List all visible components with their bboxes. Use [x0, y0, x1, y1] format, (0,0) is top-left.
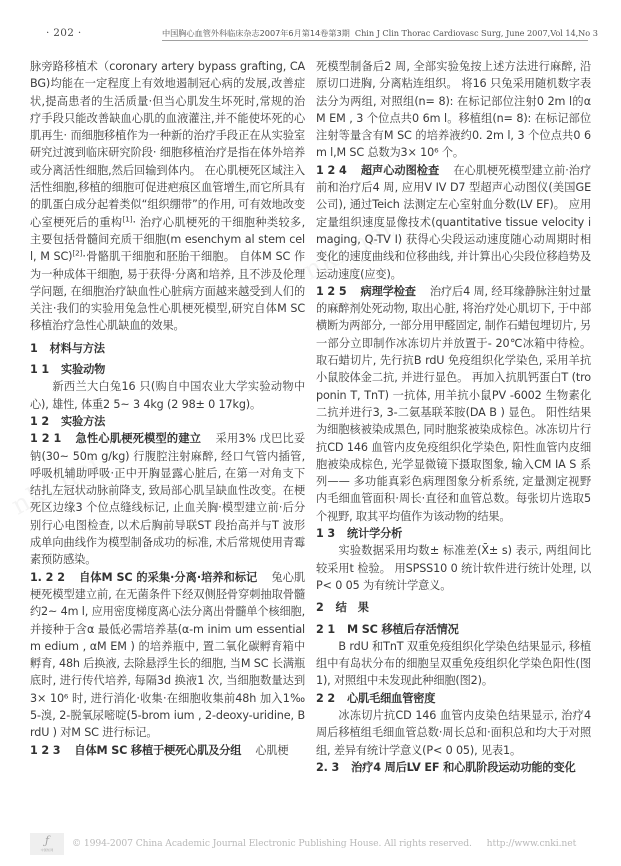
- heading-2-results: [316, 599, 591, 616]
- paragraph-2-1: B rdU 和TnT 双重免疫组织化学染色结果显示, 移植组中有岛状分布的细胞呈双重免疫组织化学染色阳性(图1), 对照组中未发现此种细胞(图2)。: [316, 639, 591, 688]
- heading-2-2-capillary-density: [316, 690, 591, 707]
- heading-1-2-1-body: 采用3% 戊巴比妥钠(30~ 50m g/kg) 行腹腔注射麻醉, 经口气管内插管, 呼吸机辅助呼吸·正中开胸显露心脏后, 在第一对角支下结扎左冠状动脉前降支, 致局部心肌呈缺血性改变。在梗死区边缘3 个位点缝线标记, 止血关胸·模型建立前·后分别行心电图检查, 以术后胸前导联ST 段抬高并与T 波形成单向曲线作为模型制备成功的标准, 术后常规使用青霉素预防感染。: [30, 432, 305, 567]
- page-header: [0, 26, 621, 46]
- intro-text-b: · 治疗心肌梗死的干细胞种类较多, 主要包括骨髓间充质干细胞(m esenchym al stem cell, M SC): [30, 215, 305, 264]
- heading-1-2-1-number: 1 2 1: [30, 432, 62, 446]
- paragraph-1-1: 新西兰大白兔16 只(购自中国农业大学实验动物中心), 雄性, 体重2 5~ 3 4kg (2 98± 0 17kg)。: [30, 380, 305, 411]
- heading-2-2-number: 2 2: [316, 691, 336, 705]
- page-footer: [0, 833, 621, 857]
- running-head: [162, 28, 598, 41]
- heading-1-2-3-body: 心肌梗: [255, 743, 289, 757]
- heading-1-1-animals: [30, 361, 305, 378]
- footer-copyright-line: [72, 838, 576, 849]
- cnki-logo-mark: ƒ: [44, 834, 50, 847]
- heading-2-1-msc-survival: [316, 621, 591, 638]
- heading-1-2-number: 1 2: [30, 414, 50, 428]
- heading-1-2-2-number: 1. 2 2: [30, 570, 65, 584]
- heading-2-label: 结 果: [335, 601, 369, 615]
- heading-1-2-5-number: 1 2 5: [316, 284, 347, 298]
- intro-text-c: ·骨骼肌干细胞和胚胎干细胞。 自体M SC 作为一种成体干细胞, 易于获得·分离和培养, 且不涉及伦理学问题, 在细胞治疗缺血性心脏病方面越来越受到人们的关注·我们的实验用兔急性心肌梗死模型,研究自体M SC 移植治疗急性心肌缺血的效果。: [30, 250, 305, 333]
- heading-1-1-label: 实验动物: [61, 363, 106, 377]
- heading-1-2-2-body: 兔心肌梗死模型建立前, 在无菌条件下经双侧胫骨穿刺抽取骨髓约2~ 4m l, 应用密度梯度离心法分离出骨髓单个核细胞, 并接种于含α 最低必需培养基(α-m inim um essential m edium , αM EM ) 的培养瓶中, 置二氧化碳孵育箱中孵育, 48h 后换液, 去除悬浮生长的细胞, 当M SC 长满瓶底时, 进行传代培养, 每隔3d 换液1 次, 当细胞数量达到3× 10⁶ 时, 进行消化·收集·在细胞收集前48h 加入1‰ 5-溴, 2-脱氧尿嘧啶(5-brom ium , 2-deoxy-uridine, B rdU ) 对M SC 进行标记。: [30, 570, 305, 740]
- heading-1-2-4-title: 超声心动图检查: [360, 163, 440, 177]
- cnki-logo-icon: [30, 833, 64, 855]
- heading-1-2-1-infarct-model: [30, 430, 305, 568]
- heading-1-2-label: 实验方法: [61, 414, 106, 428]
- heading-2-3-lvef-changes: [316, 759, 591, 776]
- heading-1-label: 材料与方法: [49, 341, 105, 355]
- heading-1-number: 1: [30, 341, 38, 355]
- cnki-url: http://www.cnki.net: [486, 838, 577, 849]
- heading-1-2-3-number: 1 2 3: [30, 743, 61, 757]
- heading-2-1-label: M SC 移植后存活情况: [347, 622, 459, 636]
- running-head-chinese: 中国胸心血管外科临床杂志2007年6月第14卷第3期: [162, 28, 350, 39]
- heading-1-3-number: 1 3: [316, 527, 336, 541]
- heading-1-1-number: 1 1: [30, 363, 50, 377]
- heading-1-3-statistics: [316, 525, 591, 542]
- heading-1-2-methods: [30, 413, 305, 430]
- heading-2-1-number: 2 1: [316, 622, 336, 636]
- heading-2-3-label: 治疗4 周后LV EF 和心肌阶段运动功能的变化: [351, 760, 576, 774]
- page-number: · 202 ·: [46, 27, 82, 39]
- heading-1-2-2-msc-harvest: [30, 569, 305, 742]
- heading-1-2-5-title: 病理学检查: [360, 284, 416, 298]
- intro-paragraph: [30, 58, 305, 335]
- article-body: [0, 58, 621, 833]
- heading-2-number: 2: [316, 601, 324, 615]
- right-column: [316, 58, 591, 776]
- heading-2-3-number: 2. 3: [316, 760, 340, 774]
- heading-1-2-2-title: 自体M SC 的采集·分离·培养和标记: [78, 570, 258, 584]
- reference-marker-1: [1]: [122, 213, 133, 223]
- heading-1-2-3-title: 自体M SC 移植于梗死心肌及分组: [74, 743, 242, 757]
- cnki-logo-subtext: 中国知网: [40, 848, 54, 852]
- heading-1-2-5-body: 治疗后4 周, 经耳缘静脉注射过量的麻醉剂处死动物, 取出心脏, 将治疗处心肌切下, 于中部横断为两部分, 一部分用甲醛固定, 制作石蜡包埋切片, 另一部分立即制作冰冻切片并放置于- 20℃冰箱中待检。取石蜡切片, 先行抗B rdU 免疫组织化学染色, 采用羊抗小鼠胶体金二抗, 并进行显色。 再加入抗肌钙蛋白T (troponin T, TnT) 一抗体, 用羊抗小鼠PV -6002 生物素化二抗并进行3, 3-二氨基联苯胺(DA B ) 显色。 阳性结果为细胞核被染成黑色, 同时胞浆被染成棕色。冰冻切片行抗CD 146 血管内皮免疫组织化学染色, 阳性血管内皮细胞被染成棕色, 光学显微镜下摄取图象, 输入CM IA S 系列—— 多功能真彩色病理图象分析系统, 定量测定视野内毛细血管面积·周长·直径和血管总数。每张切片选取5 个视野, 取其平均值作为该动物的结果。: [316, 284, 591, 523]
- heading-1-2-3-transplantation: [30, 742, 305, 759]
- heading-2-2-label: 心肌毛细血管密度: [347, 691, 436, 705]
- heading-1-materials-methods: [30, 340, 305, 357]
- paragraph-2-2: 冰冻切片抗CD 146 血管内皮染色结果显示, 治疗4 周后移植组毛细血管总数·周长总和·面积总和均大于对照组, 差异有统计学意义(P< 0 05), 见表1。: [316, 708, 591, 757]
- heading-1-2-5-pathology: [316, 283, 591, 525]
- paragraph-continued-transplantation: 死模型制备后2 周, 全部实验兔按上述方法进行麻醉, 沿原切口进胸, 分离粘连组织。 将16 只兔采用随机数字表法分为两组, 对照组(n= 8): 在标记部位注射0 2m l的αM EM , 3 个位点共0 6m l。移植组(n= 8): 在标记部位注射等量含有M SC 的培养液约0. 2m l, 3 个位点共0 6m l,M SC 总数为3× 10⁶ 个。: [316, 60, 591, 160]
- heading-1-2-4-body: 在心肌梗死模型建立前·治疗前和治疗后4 周, 应用V IV D7 型超声心动图仪(美国GE 公司), 通过Teich 法测定左心室射血分数(LV EF)。 应用定量组织速度显像技术(quantitative tissue velocity imaging, Q-TV I) 获得心尖段运动速度随心动周期时相变化的速度曲线和位移曲线, 并计算出心尖段位移趋势及运动速度(应变)。: [316, 163, 592, 281]
- copyright-text: © 1994-2007 China Academic Journal Electronic Publishing House. All rights reserved.: [72, 838, 472, 849]
- left-column: [30, 58, 305, 759]
- paragraph-1-3: 实验数据采用均数± 标准差(X̄± s) 表示, 两组间比较采用t 检验。 用SPSS10 0 统计软件进行统计处理, 以P< 0 05 为有统计学意义。: [316, 544, 591, 592]
- heading-1-2-4-echocardiography: [316, 162, 591, 283]
- heading-1-3-label: 统计学分析: [347, 527, 403, 541]
- reference-marker-2: [2]: [72, 248, 83, 258]
- heading-1-2-4-number: 1 2 4: [316, 163, 347, 177]
- intro-text-a: 脉旁路移植术（coronary artery bypass grafting, CABG)均能在一定程度上有效地遏制冠心病的发展,改善症状,提高患者的生活质量·但当心肌发生坏死时,常规的治疗手段只能改善缺血心肌的血液灌注,并不能使坏死的心肌再生· 而细胞移植作为一种新的治疗手段正在从实验室研究过渡到临床研究阶段· 细胞移植治疗是指在体外培养或分离活性细胞,然后回输到体内。 在心肌梗死区域注入活性细胞,移植的细胞可促进疤痕区血管增生,而它所具有的肌蛋白成分起着类似“组织绷带”的作用, 可有效地改变心室梗死后的重构: [30, 60, 305, 229]
- heading-1-2-1-title: 急性心肌梗死模型的建立: [75, 432, 202, 446]
- running-head-english: Chin J Clin Thorac Cardiovasc Surg, June 2007,Vol 14,No 3: [354, 28, 598, 39]
